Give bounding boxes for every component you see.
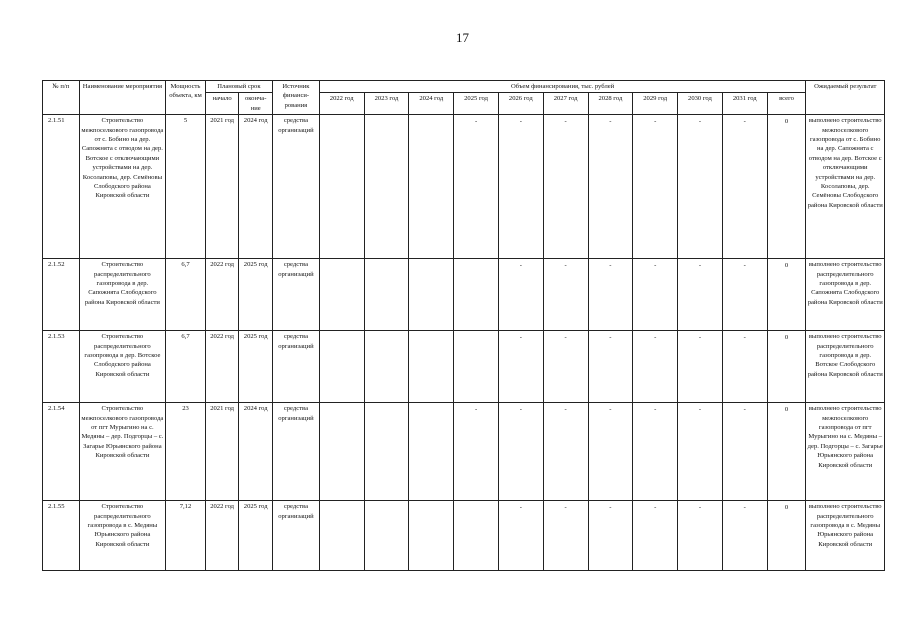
row-start: 2022 год: [205, 259, 239, 331]
row-result: выполнено строительство межпоселкового газопровода от с. Бобино на дер. Сапожнята с отводом на дер. Вотское с отключающими устройствами на дер. Косолаповы, дер. Семёновы Слободского района Кировской области: [806, 115, 885, 259]
row-result: выполнено строительство межпоселкового газопровода от пгт Мурыгино на с. Медяны – дер. Подгорцы – с. Загарье Юрьянского района Кировской области: [806, 403, 885, 501]
header-start: начало: [205, 93, 239, 115]
row-value: -: [588, 501, 633, 571]
row-source: средства организаций: [273, 331, 320, 403]
header-plan-period: Плановый срок: [205, 81, 272, 93]
row-start: 2021 год: [205, 115, 239, 259]
row-value: -: [454, 403, 499, 501]
row-end: 2024 год: [239, 403, 273, 501]
row-value: -: [498, 259, 543, 331]
row-source: средства организаций: [273, 403, 320, 501]
row-value: [319, 331, 364, 403]
row-source: средства организаций: [273, 501, 320, 571]
row-value: -: [588, 403, 633, 501]
row-value: -: [722, 259, 767, 331]
header-year: 2023 год: [364, 93, 409, 115]
row-name: Строительство распределительного газопровода в с. Медяны Юрьянского района Кировской области: [79, 501, 166, 571]
row-value: -: [678, 331, 723, 403]
header-year: 2028 год: [588, 93, 633, 115]
row-result: выполнено строительство распределительного газопровода в с. Медяны Юрьянского района Кировской области: [806, 501, 885, 571]
row-value: [409, 259, 454, 331]
row-capacity: 5: [166, 115, 206, 259]
row-value: -: [678, 259, 723, 331]
row-value: -: [678, 501, 723, 571]
table-row: [43, 331, 885, 403]
row-value: -: [498, 501, 543, 571]
row-value: -: [633, 403, 678, 501]
row-value: [364, 501, 409, 571]
row-capacity: 6,7: [166, 331, 206, 403]
header-end: оконча- ние: [239, 93, 273, 115]
row-value: -: [498, 331, 543, 403]
row-value: -: [633, 259, 678, 331]
row-value: [409, 501, 454, 571]
header-num: № п/п: [43, 81, 80, 115]
row-value: -: [722, 331, 767, 403]
row-value: [319, 501, 364, 571]
financing-table: [42, 80, 885, 571]
header-source: Источник финанси- рования: [273, 81, 320, 115]
row-start: 2022 год: [205, 501, 239, 571]
header-name: Наименование мероприятия: [79, 81, 166, 115]
table-row: [43, 115, 885, 259]
row-result: выполнено строительство распределительного газопровода в дер. Сапожнята Слободского района Кировской области: [806, 259, 885, 331]
header-year: 2030 год: [678, 93, 723, 115]
table-row: [43, 501, 885, 571]
row-value: -: [543, 403, 588, 501]
row-value: [364, 331, 409, 403]
header-total: всего: [767, 93, 806, 115]
row-value: [409, 115, 454, 259]
row-num: 2.1.52: [43, 259, 80, 331]
row-num: 2.1.55: [43, 501, 80, 571]
row-value: [454, 501, 499, 571]
header-financing: Объем финансирования, тыс. рублей: [319, 81, 806, 93]
row-source: средства организаций: [273, 259, 320, 331]
row-num: 2.1.54: [43, 403, 80, 501]
table-row: [43, 403, 885, 501]
row-name: Строительство распределительного газопровода в дер. Вотское Слободского района Кировской области: [79, 331, 166, 403]
row-value: [364, 403, 409, 501]
row-value: -: [543, 501, 588, 571]
header-row-1: [43, 81, 885, 93]
row-value: [364, 115, 409, 259]
header-year: 2025 год: [454, 93, 499, 115]
header-year: 2024 год: [409, 93, 454, 115]
row-total: 0: [767, 331, 806, 403]
row-end: 2025 год: [239, 259, 273, 331]
row-value: [319, 403, 364, 501]
header-year: 2027 год: [543, 93, 588, 115]
row-total: 0: [767, 501, 806, 571]
row-value: -: [633, 331, 678, 403]
row-value: -: [588, 259, 633, 331]
row-value: [409, 403, 454, 501]
row-total: 0: [767, 115, 806, 259]
row-value: -: [543, 115, 588, 259]
page-number: 17: [456, 30, 469, 45]
row-num: 2.1.51: [43, 115, 80, 259]
row-value: -: [498, 115, 543, 259]
row-end: 2025 год: [239, 501, 273, 571]
row-name: Строительство межпоселкового газопровода от пгт Мурыгино на с. Медяны – дер. Подгорцы – с. Загарье Юрьянского района Кировской области: [79, 403, 166, 501]
row-value: -: [678, 403, 723, 501]
header-year: 2031 год: [722, 93, 767, 115]
row-value: -: [633, 501, 678, 571]
row-value: [409, 331, 454, 403]
row-value: [319, 115, 364, 259]
row-result: выполнено строительство распределительного газопровода в дер. Вотское Слободского района Кировской области: [806, 331, 885, 403]
row-total: 0: [767, 403, 806, 501]
table-row: [43, 259, 885, 331]
row-start: 2022 год: [205, 331, 239, 403]
row-start: 2021 год: [205, 403, 239, 501]
row-value: -: [588, 115, 633, 259]
header-result: Ожидаемый результат: [806, 81, 885, 115]
header-year: 2026 год: [498, 93, 543, 115]
row-value: -: [722, 501, 767, 571]
header-capacity: Мощность объекта, км: [166, 81, 206, 115]
row-value: -: [498, 403, 543, 501]
row-name: Строительство распределительного газопровода в дер. Сапожнята Слободского района Кировской области: [79, 259, 166, 331]
row-value: -: [678, 115, 723, 259]
row-capacity: 23: [166, 403, 206, 501]
row-value: [454, 259, 499, 331]
row-num: 2.1.53: [43, 331, 80, 403]
row-value: -: [633, 115, 678, 259]
row-name: Строительство межпоселкового газопровода от с. Бобино на дер. Сапожнята с отводом на дер. Вотское с отключающими устройствами на дер. Косолаповы, дер. Семёновы Слободского района Кировской области: [79, 115, 166, 259]
header-year: 2029 год: [633, 93, 678, 115]
row-end: 2024 год: [239, 115, 273, 259]
row-value: [319, 259, 364, 331]
header-year: 2022 год: [319, 93, 364, 115]
row-value: -: [543, 259, 588, 331]
row-source: средства организаций: [273, 115, 320, 259]
row-value: [454, 331, 499, 403]
row-value: -: [454, 115, 499, 259]
row-end: 2025 год: [239, 331, 273, 403]
row-value: -: [722, 403, 767, 501]
row-value: -: [543, 331, 588, 403]
row-capacity: 7,12: [166, 501, 206, 571]
row-value: -: [588, 331, 633, 403]
row-value: -: [722, 115, 767, 259]
row-capacity: 6,7: [166, 259, 206, 331]
row-total: 0: [767, 259, 806, 331]
row-value: [364, 259, 409, 331]
